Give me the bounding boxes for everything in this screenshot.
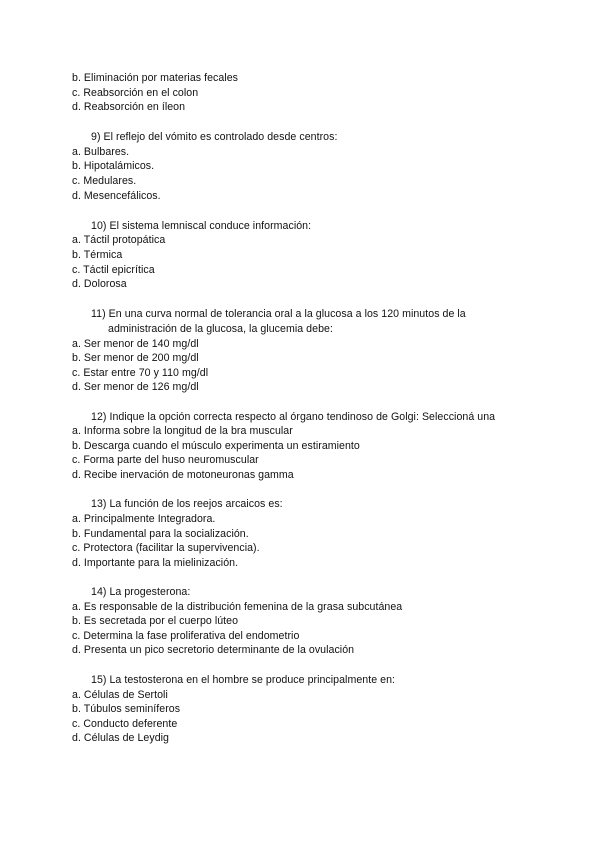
carryover-option-b: b. Eliminación por materias fecales <box>72 72 239 84</box>
question-14-option-b: b. Es secretada por el cuerpo lúteo <box>72 615 239 627</box>
question-13-option-d: d. Importante para la mielinización. <box>72 557 239 569</box>
question-15-option-c: c. Conducto deferente <box>72 718 178 730</box>
question-12-option-d: d. Recibe inervación de motoneuronas gamma <box>72 469 294 481</box>
question-11-option-d: d. Ser menor de 126 mg/dl <box>72 381 199 393</box>
question-12-option-a: a. Informa sobre la longitud de la bra muscular <box>72 425 293 437</box>
question-11-prompt: 11) En una curva normal de tolerancia oral a la glucosa a los 120 minutos de la <box>91 308 466 320</box>
question-9-option-a: a. Bulbares. <box>72 146 130 158</box>
question-14-option-c: c. Determina la fase proliferativa del endometrio <box>72 630 300 642</box>
question-14-prompt: 14) La progesterona: <box>91 586 191 598</box>
question-10-option-c: c. Táctil epicrítica <box>72 264 155 276</box>
question-13-option-b: b. Fundamental para la socialización. <box>72 528 249 540</box>
question-11-option-a: a. Ser menor de 140 mg/dl <box>72 338 199 350</box>
question-12-option-b: b. Descarga cuando el músculo experimenta un estiramiento <box>72 440 360 452</box>
question-15-option-a: a. Células de Sertoli <box>72 689 168 701</box>
question-11-option-c: c. Estar entre 70 y 110 mg/dl <box>72 367 209 379</box>
question-13-prompt: 13) La función de los reejos arcaicos es: <box>91 498 283 510</box>
question-10-prompt: 10) El sistema lemniscal conduce información: <box>91 220 312 232</box>
question-12-option-c: c. Forma parte del huso neuromuscular <box>72 454 259 466</box>
question-14-option-a: a. Es responsable de la distribución femenina de la grasa subcutánea <box>72 601 403 613</box>
question-10-option-d: d. Dolorosa <box>72 278 127 290</box>
question-11-option-b: b. Ser menor de 200 mg/dl <box>72 352 199 364</box>
question-10-option-a: a. Táctil protopática <box>72 234 166 246</box>
question-15-prompt: 15) La testosterona en el hombre se produce principalmente en: <box>91 674 396 686</box>
question-10-option-b: b. Térmica <box>72 249 123 261</box>
question-9-prompt: 9) El reflejo del vómito es controlado desde centros: <box>91 131 338 143</box>
question-9-option-c: c. Medulares. <box>72 175 137 187</box>
question-12-prompt: 12) Indique la opción correcta respecto al órgano tendinoso de Golgi: Seleccioná una <box>91 411 496 423</box>
carryover-option-d: d. Reabsorción en íleon <box>72 101 186 113</box>
question-9-option-b: b. Hipotalámicos. <box>72 160 155 172</box>
question-9-option-d: d. Mesencefálicos. <box>72 190 161 202</box>
question-13-option-c: c. Protectora (facilitar la supervivencia). <box>72 542 260 554</box>
question-15-option-b: b. Túbulos seminíferos <box>72 703 181 715</box>
question-14-option-d: d. Presenta un pico secretorio determinante de la ovulación <box>72 644 355 656</box>
carryover-option-c: c. Reabsorción en el colon <box>72 87 199 99</box>
question-15-option-d: d. Células de Leydig <box>72 732 169 744</box>
question-13-option-a: a. Principalmente Integradora. <box>72 513 216 525</box>
question-11-prompt-continuation: administración de la glucosa, la glucemia debe: <box>108 323 333 335</box>
